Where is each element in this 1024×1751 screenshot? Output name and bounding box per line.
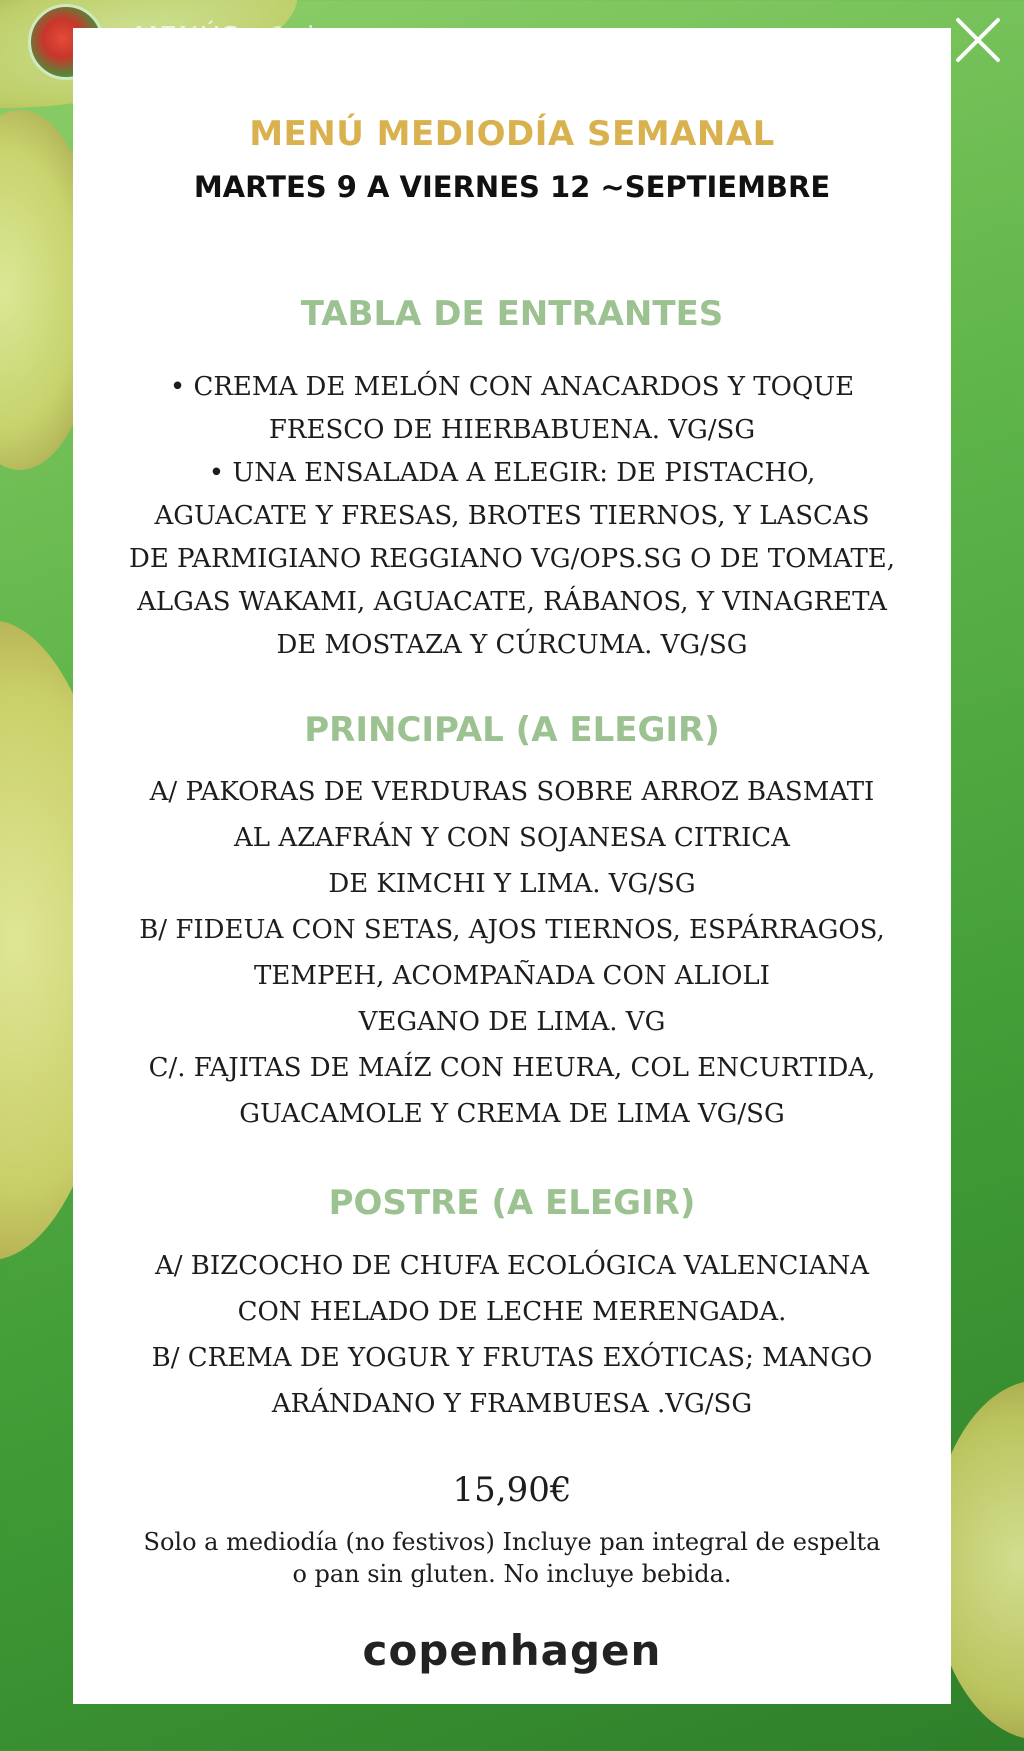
menu-line: A/ PAKORAS DE VERDURAS SOBRE ARROZ BASMATI [149,777,875,807]
menu-line: CON HELADO DE LECHE MERENGADA. [237,1297,787,1327]
section-heading-postre: POSTRE (A ELEGIR) [328,1183,696,1223]
menu-line: B/ FIDEUA CON SETAS, AJOS TIERNOS, ESPÁRRAGOS, [139,915,885,945]
menu-title: MENÚ MEDIODÍA SEMANAL [249,114,775,154]
section-heading-principal: PRINCIPAL (A ELEGIR) [304,710,720,750]
menu-line: VEGANO DE LIMA. VG [358,1007,666,1037]
menu-line: TEMPEH, ACOMPAÑADA CON ALIOLI [254,961,770,991]
menu-line: C/. FAJITAS DE MAÍZ CON HEURA, COL ENCURTIDA, [148,1053,876,1083]
close-icon[interactable] [950,12,1006,68]
menu-line: GUACAMOLE Y CREMA DE LIMA VG/SG [239,1099,785,1129]
entrantes-list [73,366,951,667]
menu-price: 15,90€ [452,1470,572,1510]
note-line: Solo a mediodía (no festivos) Incluye pan integral de espelta [143,1528,881,1556]
principal-list [73,769,951,1137]
section-heading-entrantes: TABLA DE ENTRANTES [300,294,724,334]
menu-line: FRESCO DE HIERBABUENA. VG/SG [268,415,756,445]
menu-line: DE MOSTAZA Y CÚRCUMA. VG/SG [276,630,748,660]
menu-line: ALGAS WAKAMI, AGUACATE, RÁBANOS, Y VINAGRETA [137,587,887,617]
postre-list [73,1243,951,1427]
menu-line: DE PARMIGIANO REGGIANO VG/OPS.SG O DE TOMATE, [128,544,896,574]
menu-line: B/ CREMA DE YOGUR Y FRUTAS EXÓTICAS; MANGO [151,1343,873,1373]
menu-dates: MARTES 9 A VIERNES 12 ~SEPTIEMBRE [193,170,831,204]
menu-line: AGUACATE Y FRESAS, BROTES TIERNOS, Y LASCAS [154,501,870,531]
menu-line: ARÁNDANO Y FRAMBUESA .VG/SG [271,1389,753,1419]
menu-line: • UNA ENSALADA A ELEGIR: DE PISTACHO, [208,458,816,488]
menu-line: • CREMA DE MELÓN CON ANACARDOS Y TOQUE [169,372,855,402]
menu-line: DE KIMCHI Y LIMA. VG/SG [328,869,696,899]
menu-line: AL AZAFRÁN Y CON SOJANESA CITRICA [234,823,790,853]
brand-logo: copenhagen [362,1626,662,1675]
note-line: o pan sin gluten. No incluye bebida. [292,1560,732,1588]
menu-line: A/ BIZCOCHO DE CHUFA ECOLÓGICA VALENCIANA [155,1251,869,1281]
menu-card [73,28,951,1704]
menu-note [73,1526,951,1590]
